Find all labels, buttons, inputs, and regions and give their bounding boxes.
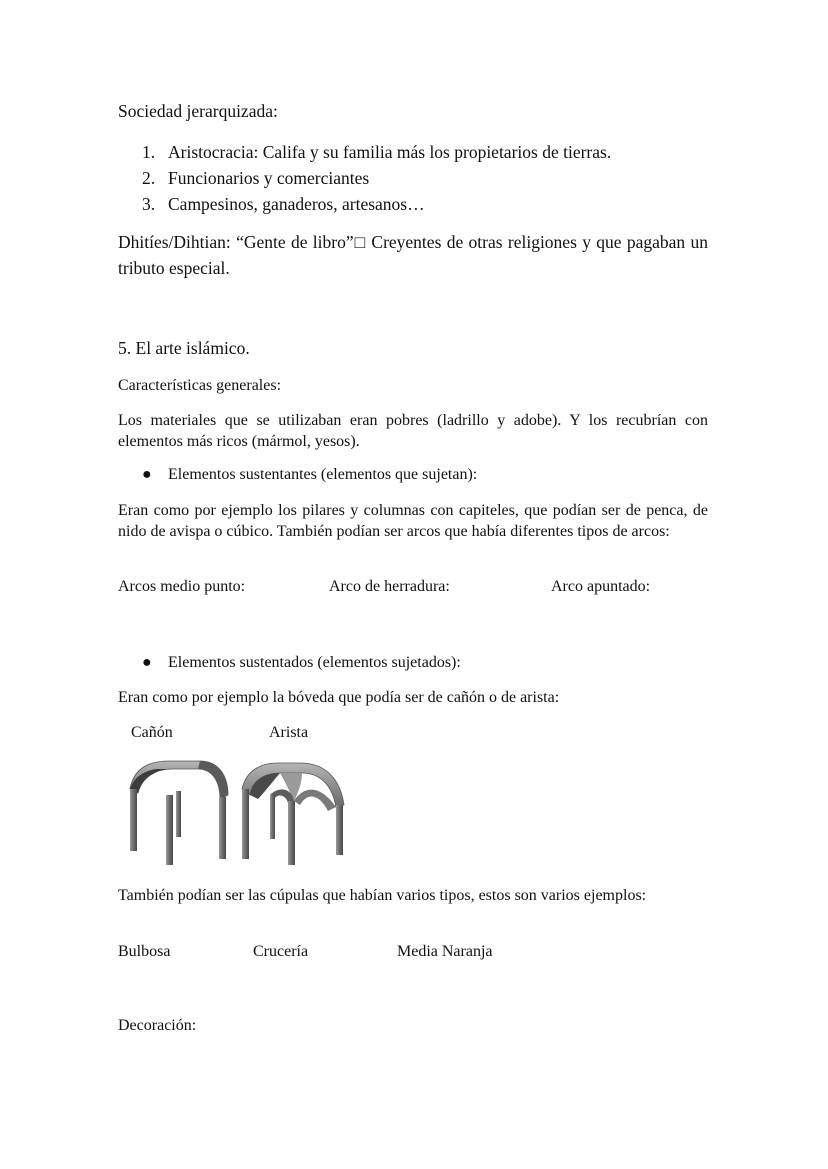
domes-paragraph: También podían ser las cúpulas que habían varios tipos, estos son varios ejemplos:	[118, 887, 647, 904]
list-item-text: Campesinos, ganaderos, artesanos…	[168, 194, 425, 214]
list-item-number: 2.	[142, 168, 156, 188]
list-item	[142, 139, 611, 165]
list-item-text: Aristocracia: Califa y su familia más los propietarios de tierras.	[168, 142, 612, 162]
list-item-number: 1.	[142, 142, 156, 162]
dome-type-bulbosa: Bulbosa	[118, 943, 171, 960]
bullet-icon: ●	[142, 654, 152, 671]
dome-type-cruceria: Crucería	[253, 943, 309, 960]
arch-type-apuntado: Arco apuntado:	[551, 578, 651, 595]
sustentados-paragraph: Eran como por ejemplo la bóveda que podía ser de cañón o de arista:	[118, 689, 560, 706]
sustentados-bullet	[142, 652, 461, 673]
vault-label-canon: Cañón	[131, 724, 173, 741]
hierarchy-list	[142, 139, 611, 217]
society-heading: Sociedad jerarquizada:	[118, 101, 278, 121]
section-title: 5. El arte islámico.	[118, 338, 250, 358]
sustentantes-bullet	[142, 464, 477, 485]
sustentantes-paragraph: Eran como por ejemplo los pilares y columnas con capiteles, que podían ser de penca, de nido de avispa o cúbico. También podían ser arcos que había diferentes tipos de arcos:	[118, 502, 708, 540]
barrel-vault-image	[130, 761, 228, 865]
arch-type-herradura: Arco de herradura:	[329, 578, 450, 595]
vault-label-arista: Arista	[269, 724, 309, 741]
arch-type-medio-punto: Arcos medio punto:	[118, 578, 246, 595]
list-item	[142, 165, 611, 191]
list-item-number: 3.	[142, 194, 156, 214]
sustentantes-label: Elementos sustentantes (elementos que sujetan):	[168, 466, 478, 483]
groin-vault-image	[242, 763, 344, 865]
general-heading: Características generales:	[118, 377, 282, 394]
materials-paragraph: Los materiales que se utilizaban eran pobres (ladrillo y adobe). Y los recubrían con elementos más ricos (mármol, yesos).	[118, 412, 708, 450]
list-item	[142, 191, 611, 217]
dome-type-media-naranja: Media Naranja	[397, 943, 493, 960]
vault-illustrations	[120, 755, 355, 870]
list-item-text: Funcionarios y comerciantes	[168, 168, 370, 188]
sustentados-label: Elementos sustentados (elementos sujetados):	[168, 654, 461, 671]
decoration-heading: Decoración:	[118, 1017, 197, 1034]
dhities-paragraph: Dhitíes/Dihtian: “Gente de libro”□ Creyentes de otras religiones y que pagaban un tributo especial.	[118, 232, 708, 278]
bullet-icon: ●	[142, 466, 152, 483]
